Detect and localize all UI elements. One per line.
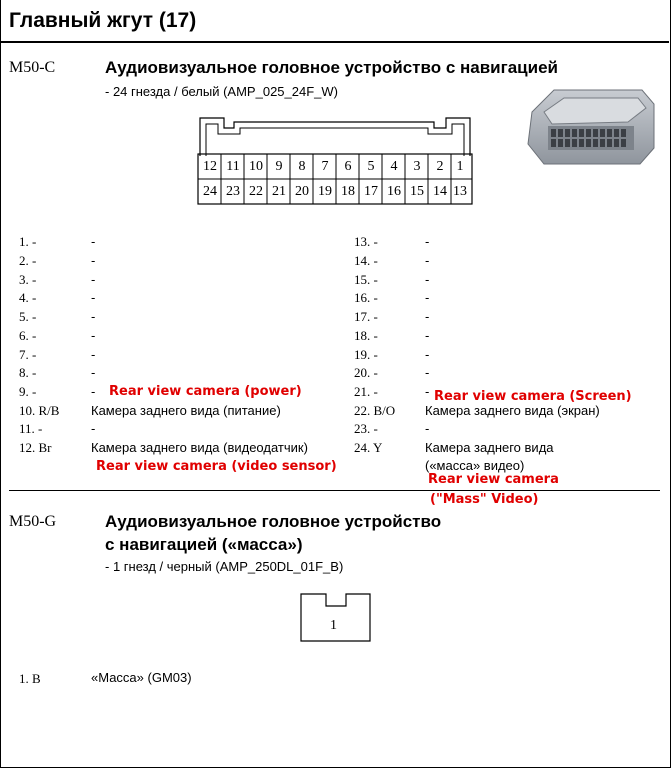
pin-cell: 1 bbox=[456, 159, 464, 174]
pin-number: 6. - bbox=[19, 328, 37, 343]
connector-code: M50-G bbox=[9, 513, 57, 530]
connector-title-line2: с навигацией («масса») bbox=[105, 535, 303, 554]
pin-cell: 12 bbox=[203, 159, 217, 174]
pin-number: 5. - bbox=[19, 309, 37, 324]
pin-cell: 11 bbox=[226, 159, 240, 174]
page-header bbox=[0, 0, 669, 43]
pin-description: Камера заднего вида (видеодатчик) bbox=[91, 440, 308, 455]
pin-number: 14. - bbox=[354, 253, 378, 268]
pin-number: 9. - bbox=[19, 384, 37, 399]
pin-number: 23. - bbox=[354, 421, 378, 436]
pin-number: 20. - bbox=[354, 365, 378, 380]
pin-description: - bbox=[91, 234, 96, 249]
pin-description: - bbox=[91, 272, 96, 287]
annotation-screen: Rear view camera (Screen) bbox=[434, 389, 632, 404]
section-divider bbox=[9, 490, 660, 491]
pin-number: 2. - bbox=[19, 253, 37, 268]
pin-description: - bbox=[425, 347, 430, 362]
annotation-mass-line2: ("Mass" Video) bbox=[430, 492, 539, 507]
pin-description: - bbox=[425, 421, 430, 436]
pin-description: Камера заднего вида (питание) bbox=[91, 403, 281, 418]
pin-description: - bbox=[425, 253, 430, 268]
connector-subtitle: - 1 гнезд / черный (AMP_250DL_01F_B) bbox=[105, 559, 344, 574]
annotation-power: Rear view camera (power) bbox=[109, 384, 302, 399]
pin-number: 21. - bbox=[354, 384, 378, 399]
connector-subtitle: - 24 гнезда / белый (AMP_025_24F_W) bbox=[105, 84, 338, 99]
pin-number: 4. - bbox=[19, 290, 37, 305]
pin-cell: 24 bbox=[203, 184, 217, 199]
pin-description: - bbox=[91, 384, 96, 399]
pin-number: 8. - bbox=[19, 365, 37, 380]
pin-number: 1. - bbox=[19, 234, 37, 249]
pin-cell: 5 bbox=[367, 159, 375, 174]
pin-number: 22. B/O bbox=[354, 403, 396, 418]
pin-number: 13. - bbox=[354, 234, 378, 249]
pin-cell: 21 bbox=[272, 184, 286, 199]
pin-cell: 4 bbox=[390, 159, 398, 174]
pin-number: 10. R/B bbox=[19, 403, 60, 418]
pin-cell: 19 bbox=[318, 184, 332, 199]
pin-cell: 3 bbox=[413, 159, 421, 174]
pin-cell: 13 bbox=[453, 184, 467, 199]
annotation-mass-line1: Rear view camera bbox=[428, 472, 559, 487]
annotation-video-sensor: Rear view camera (video sensor) bbox=[96, 459, 337, 474]
connector-code: M50-C bbox=[9, 59, 56, 76]
pin-cell: 16 bbox=[387, 184, 401, 199]
pin-cell: 8 bbox=[298, 159, 306, 174]
pin-description: - bbox=[425, 309, 430, 324]
pin-description: Камера заднего вида bbox=[425, 440, 554, 455]
pin-cell: 18 bbox=[341, 184, 355, 199]
pin-number: 3. - bbox=[19, 272, 37, 287]
pin-cell: 2 bbox=[436, 159, 444, 174]
pin-cell: 6 bbox=[344, 159, 352, 174]
pin-number: 19. - bbox=[354, 347, 378, 362]
pin-cell: 20 bbox=[295, 184, 309, 199]
pin-cell: 9 bbox=[275, 159, 283, 174]
pin-number: 12. Br bbox=[19, 440, 52, 455]
pin-description: - bbox=[425, 384, 430, 399]
pin-description: - bbox=[425, 328, 430, 343]
pin-description: - bbox=[91, 309, 96, 324]
pin-cell: 14 bbox=[433, 184, 447, 199]
page-title: Главный жгут (17) bbox=[9, 9, 197, 32]
pin-number: 11. - bbox=[19, 421, 43, 436]
connector-title: Аудиовизуальное головное устройство с навигацией bbox=[105, 58, 558, 77]
pin-description: - bbox=[91, 365, 96, 380]
pin-cell: 22 bbox=[249, 184, 263, 199]
pin-description: - bbox=[91, 253, 96, 268]
pin-description: - bbox=[425, 365, 430, 380]
pin-description: - bbox=[91, 421, 96, 436]
pin-description: «Масса» (GM03) bbox=[91, 670, 192, 685]
pin-description: - bbox=[91, 347, 96, 362]
pin-number: 16. - bbox=[354, 290, 378, 305]
pin-number: 17. - bbox=[354, 309, 378, 324]
pin-number: 1. B bbox=[19, 671, 41, 686]
pin-description: Камера заднего вида (экран) bbox=[425, 403, 600, 418]
pin-number: 18. - bbox=[354, 328, 378, 343]
pin-description: - bbox=[425, 234, 430, 249]
pin-cell: 15 bbox=[410, 184, 424, 199]
pin-number: 7. - bbox=[19, 347, 37, 362]
pin-cell: 1 bbox=[330, 618, 337, 633]
pin-description-continued: («масса» видео) bbox=[425, 458, 525, 473]
pin-description: - bbox=[91, 328, 96, 343]
pin-number: 15. - bbox=[354, 272, 378, 287]
pin-cell: 17 bbox=[364, 184, 378, 199]
pin-cell: 10 bbox=[249, 159, 263, 174]
pin-description: - bbox=[425, 272, 430, 287]
pin-number: 24. Y bbox=[354, 440, 383, 455]
connector-photo-icon bbox=[524, 82, 658, 174]
pin-cell: 23 bbox=[226, 184, 240, 199]
pin-cell: 7 bbox=[321, 159, 329, 174]
pin-description: - bbox=[91, 290, 96, 305]
pin-description: - bbox=[425, 290, 430, 305]
connector-title: Аудиовизуальное головное устройство bbox=[105, 512, 442, 531]
